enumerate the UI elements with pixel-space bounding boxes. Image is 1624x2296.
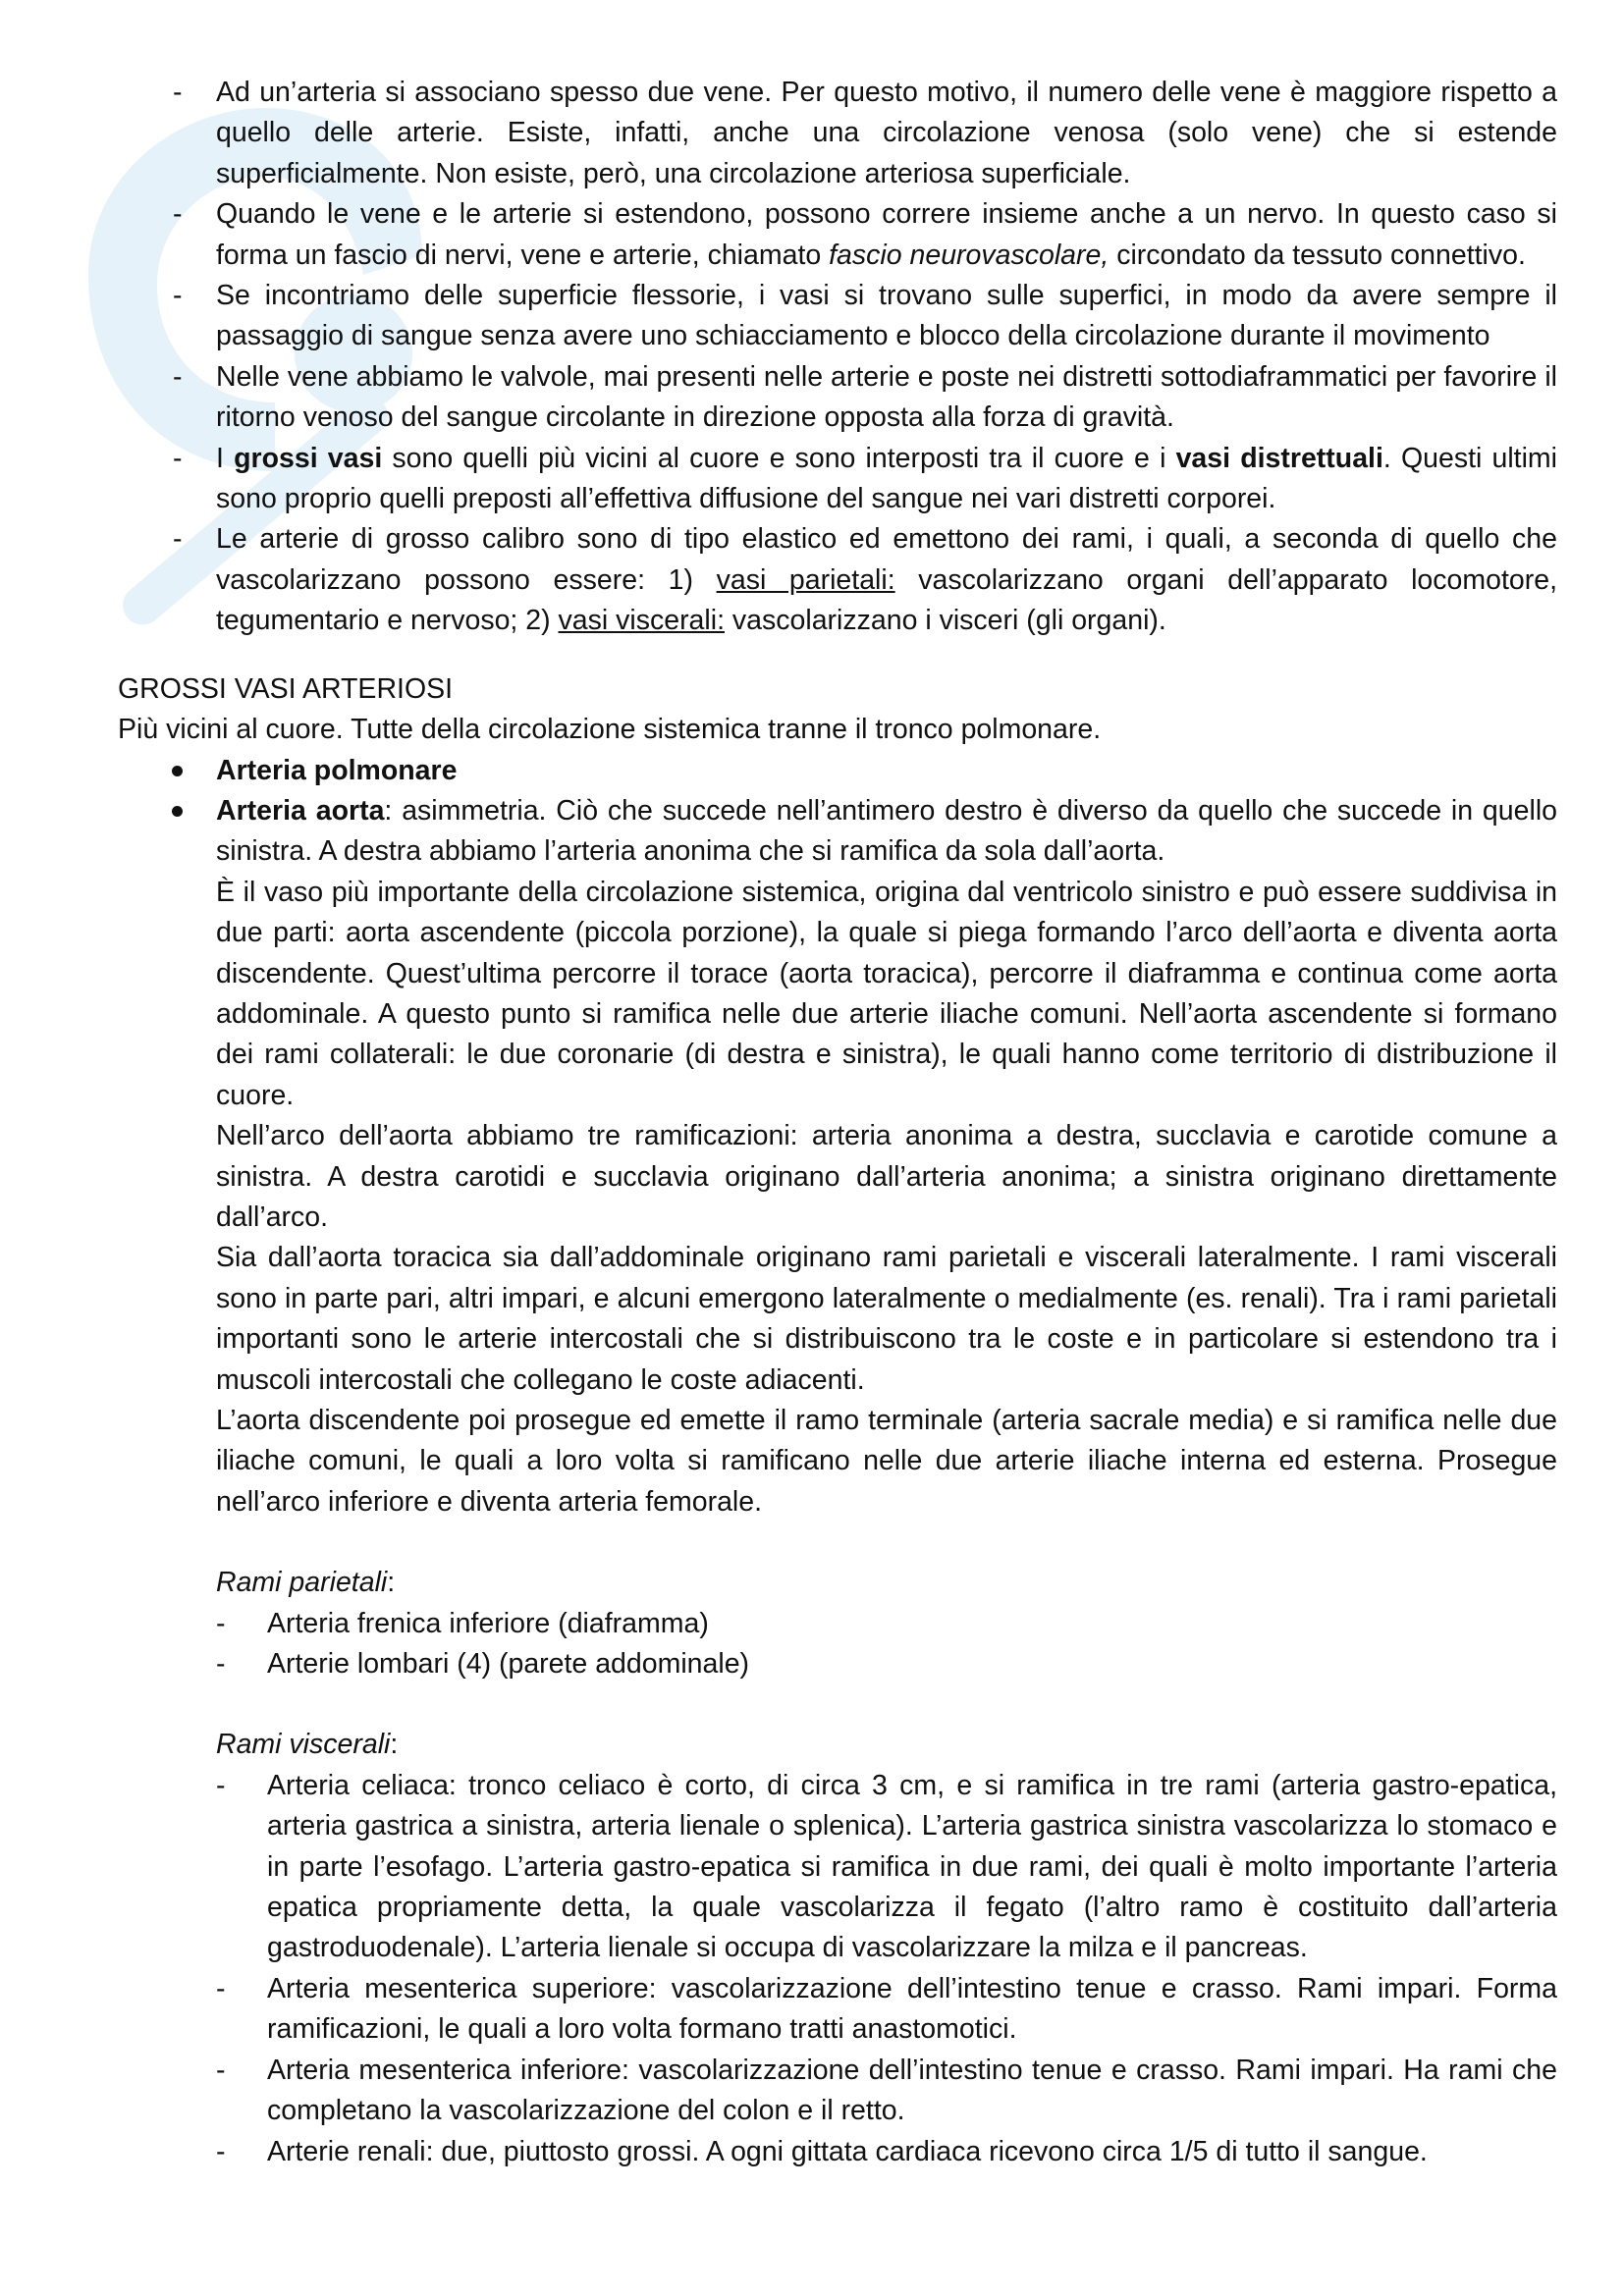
bullet-item: Arteria aorta: asimmetria. Ciò che succede nell’antimero destro è diverso da quello che succede in quello sinistra. A destra abbiamo l’arteria anonima che si ramifica da sola dall’aorta.	[118, 791, 1557, 873]
intro-list	[118, 73, 1557, 642]
rami-viscerali-heading: Rami viscerali:	[216, 1729, 399, 1761]
list-item: - Ad un’arteria si associano spesso due vene. Per questo motivo, il numero delle vene è maggiore rispetto a quello delle arterie. Esiste, infatti, anche una circolazione venosa (solo vene) che si estende superficialmente. Non esiste, però, una circolazione arteriosa superficiale.	[118, 73, 1557, 194]
bullet-item: Arteria polmonare	[118, 751, 1557, 791]
bullet-list	[118, 751, 1557, 873]
list-item: - Le arterie di grosso calibro sono di tipo elastico ed emettono dei rami, i quali, a seconda di quello che vascolarizzano possono essere: 1) vasi parietali: vascolarizzano organi dell’apparato locomotore, tegumentario e nervoso; 2) vasi viscerali: vascolarizzano i visceri (gli organi).	[118, 519, 1557, 641]
document-content	[118, 73, 1557, 2172]
aorta-paragraph: L’aorta discendente poi prosegue ed emette il ramo terminale (arteria sacrale media) e si ramifica nelle due iliache comuni, le quali a loro volta si ramificano nelle due arterie iliache interna ed esterna. Prosegue nell’arco inferiore e diventa arteria femorale.	[216, 1405, 1557, 1518]
list-item: - I grossi vasi sono quelli più vicini al cuore e sono interposti tra il cuore e i vasi distrettuali. Questi ultimi sono proprio quelli preposti all’effettiva diffusione del sangue nei vari distretti corporei.	[118, 439, 1557, 520]
section-title: GROSSI VASI ARTERIOSI	[118, 672, 454, 705]
rami-parietali-heading: Rami parietali:	[216, 1567, 396, 1599]
aorta-paragraph: Sia dall’aorta toracica sia dall’addominale originano rami parietali e viscerali lateralmente. I rami viscerali sono in parte pari, altri impari, e alcuni emergono lateralmente o medialmente (es. renali). Tra i rami parietali importanti sono le arterie intercostali che si distribuiscono tra le coste e in particolare si estendono tra i muscoli intercostali che collegano le coste adiacenti.	[216, 1242, 1557, 1396]
list-item: - Arteria mesenterica superiore: vascolarizzazione dell’intestino tenue e crasso. Rami impari. Forma ramificazioni, le quali a loro volta formano tratti anastomotici.	[216, 1969, 1557, 2051]
aorta-paragraph: È il vaso più importante della circolazione sistemica, origina dal ventricolo sinistro e può essere suddivisa in due parti: aorta ascendente (piccola porzione), la quale si piega formando l’arco dell’aorta e diventa aorta discendente. Quest’ultima percorre il torace (aorta toracica), percorre il diaframma e continua come aorta addominale. A questo punto si ramifica nelle due arterie iliache comuni. Nell’aorta ascendente si formano dei rami collaterali: le due coronarie (di destra e sinistra), le quali hanno come territorio di distribuzione il cuore.	[216, 876, 1557, 1111]
section-subtitle: Più vicini al cuore. Tutte della circolazione sistemica tranne il tronco polmonare.	[118, 714, 1102, 746]
list-item: - Nelle vene abbiamo le valvole, mai presenti nelle arterie e poste nei distretti sottodiaframmatici per favorire il ritorno venoso del sangue circolante in direzione opposta alla forza di gravità.	[118, 357, 1557, 439]
list-item: - Arteria frenica inferiore (diaframma)	[216, 1604, 1557, 1644]
list-item: - Quando le vene e le arterie si estendono, possono correre insieme anche a un nervo. In questo caso si forma un fascio di nervi, vene e arterie, chiamato fascio neurovascolare, circondato da tessuto connettivo.	[118, 194, 1557, 276]
rami-parietali-list	[216, 1604, 1557, 1685]
aorta-paragraph: Nell’arco dell’aorta abbiamo tre ramificazioni: arteria anonima a destra, succlavia e carotide comune a sinistra. A destra carotidi e succlavia originano dall’arteria anonima; a sinistra originano direttamente dall’arco.	[216, 1120, 1557, 1233]
list-item: - Se incontriamo delle superficie flessorie, i vasi si trovano sulle superfici, in modo da avere sempre il passaggio di sangue senza avere uno schiacciamento e blocco della circolazione durante il movimento	[118, 276, 1557, 357]
list-item: - Arteria mesenterica inferiore: vascolarizzazione dell’intestino tenue e crasso. Rami impari. Ha rami che completano la vascolarizzazione del colon e il retto.	[216, 2051, 1557, 2132]
rami-viscerali-list	[216, 1766, 1557, 2172]
list-item: - Arteria celiaca: tronco celiaco è corto, di circa 3 cm, e si ramifica in tre rami (arteria gastro-epatica, arteria gastrica a sinistra, arteria lienale o splenica). L’arteria gastrica sinistra vascolarizza lo stomaco e in parte l’esofago. L’arteria gastro-epatica si ramifica in due rami, dei quali è molto importante l’arteria epatica propriamente detta, la quale vascolarizza il fegato (l’altro ramo è costituito dall’arteria gastroduodenale). L’arteria lienale si occupa di vascolarizzare la milza e il pancreas.	[216, 1766, 1557, 1969]
list-item: - Arterie renali: due, piuttosto grossi. A ogni gittata cardiaca ricevono circa 1/5 di tutto il sangue.	[216, 2132, 1557, 2172]
list-item: - Arterie lombari (4) (parete addominale)	[216, 1644, 1557, 1684]
